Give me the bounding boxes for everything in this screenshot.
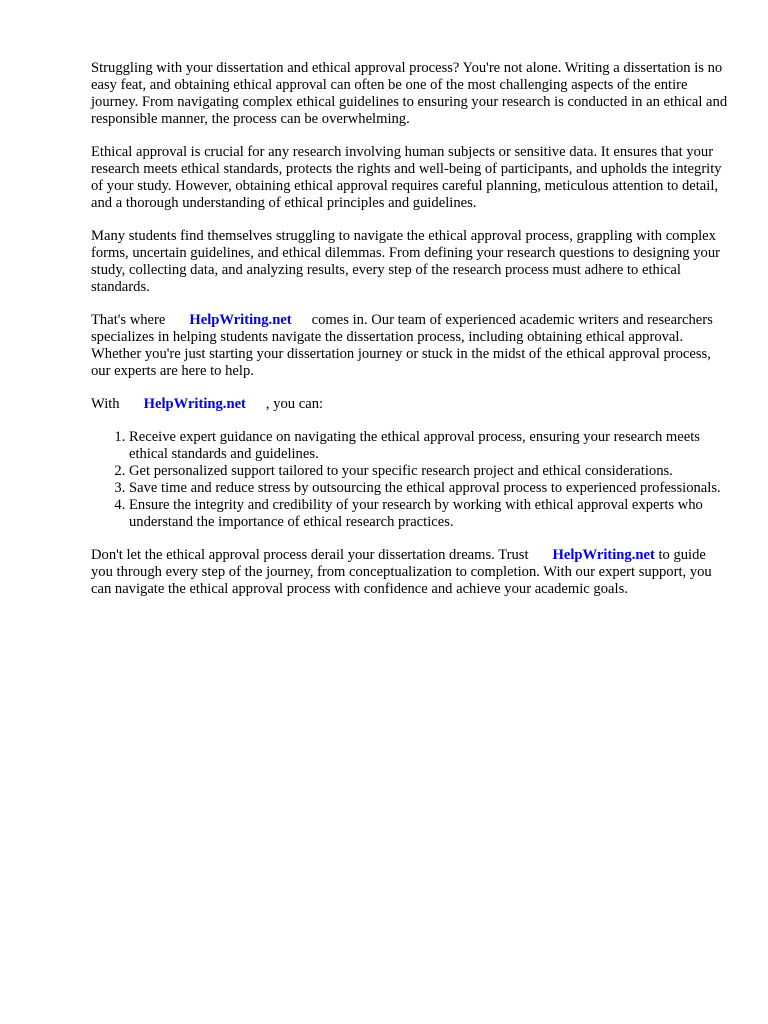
paragraph-ethical-approval: Ethical approval is crucial for any research involving human subjects or sensitive data. It ensures that your research meets ethical standards, protects the rights and well-being of participants, and upholds the integrity of your study. However, obtaining ethical approval requires careful planning, meticulous attention to detail, and a thorough understanding of ethical principles and guidelines. <box>91 144 722 211</box>
list-item: 2. Get personalized support tailored to your specific research project and ethical considerations. <box>129 463 728 480</box>
closing-text-after: to guide you through every step of the journey, from conceptualization to completion. With our expert support, you can navigate the ethical approval process with confidence and achieve your academic goals. <box>91 547 712 597</box>
with-text: With <box>91 396 120 412</box>
benefits-list <box>91 429 728 531</box>
helpwriting-link-2[interactable]: HelpWriting.net <box>143 396 246 412</box>
you-can-text: , you can: <box>265 396 324 412</box>
list-item: 3. Save time and reduce stress by outsourcing the ethical approval process to experienced professionals. <box>129 480 728 497</box>
paragraph-with <box>91 396 728 413</box>
list-item: 1. Receive expert guidance on navigating the ethical approval process, ensuring your research meets ethical standards and guidelines. <box>129 429 728 463</box>
paragraph-closing <box>91 547 728 598</box>
paragraph-thats-where <box>91 312 728 380</box>
thats-where-text: That's where <box>91 312 166 328</box>
helpwriting-link-3[interactable]: HelpWriting.net <box>552 547 655 563</box>
comes-in-text: comes in. Our team of experienced academic writers and researchers specializes in helping students navigate the dissertation process, including obtaining ethical approval. Whether you're just starting your dissertation journey or stuck in the midst of the ethical approval process, our experts are here to help. <box>91 312 713 379</box>
paragraph-intro: Struggling with your dissertation and ethical approval process? You're not alone. Writing a dissertation is no easy feat, and obtaining ethical approval can often be one of the most challenging aspects of the entire journey. From navigating complex ethical guidelines to ensuring your research is conducted in an ethical and responsible manner, the process can be overwhelming. <box>91 60 728 127</box>
list-item: 4. Ensure the integrity and credibility of your research by working with ethical approval experts who understand the importance of ethical research practices. <box>129 497 728 531</box>
closing-text-before: Don't let the ethical approval process derail your dissertation dreams. Trust <box>91 547 529 563</box>
helpwriting-link-1[interactable]: HelpWriting.net <box>189 312 292 328</box>
paragraph-students-struggle: Many students find themselves struggling to navigate the ethical approval process, grappling with complex forms, uncertain guidelines, and ethical dilemmas. From defining your research questions to designing your study, collecting data, and analyzing results, every step of the research process must adhere to ethical standards. <box>91 228 721 295</box>
